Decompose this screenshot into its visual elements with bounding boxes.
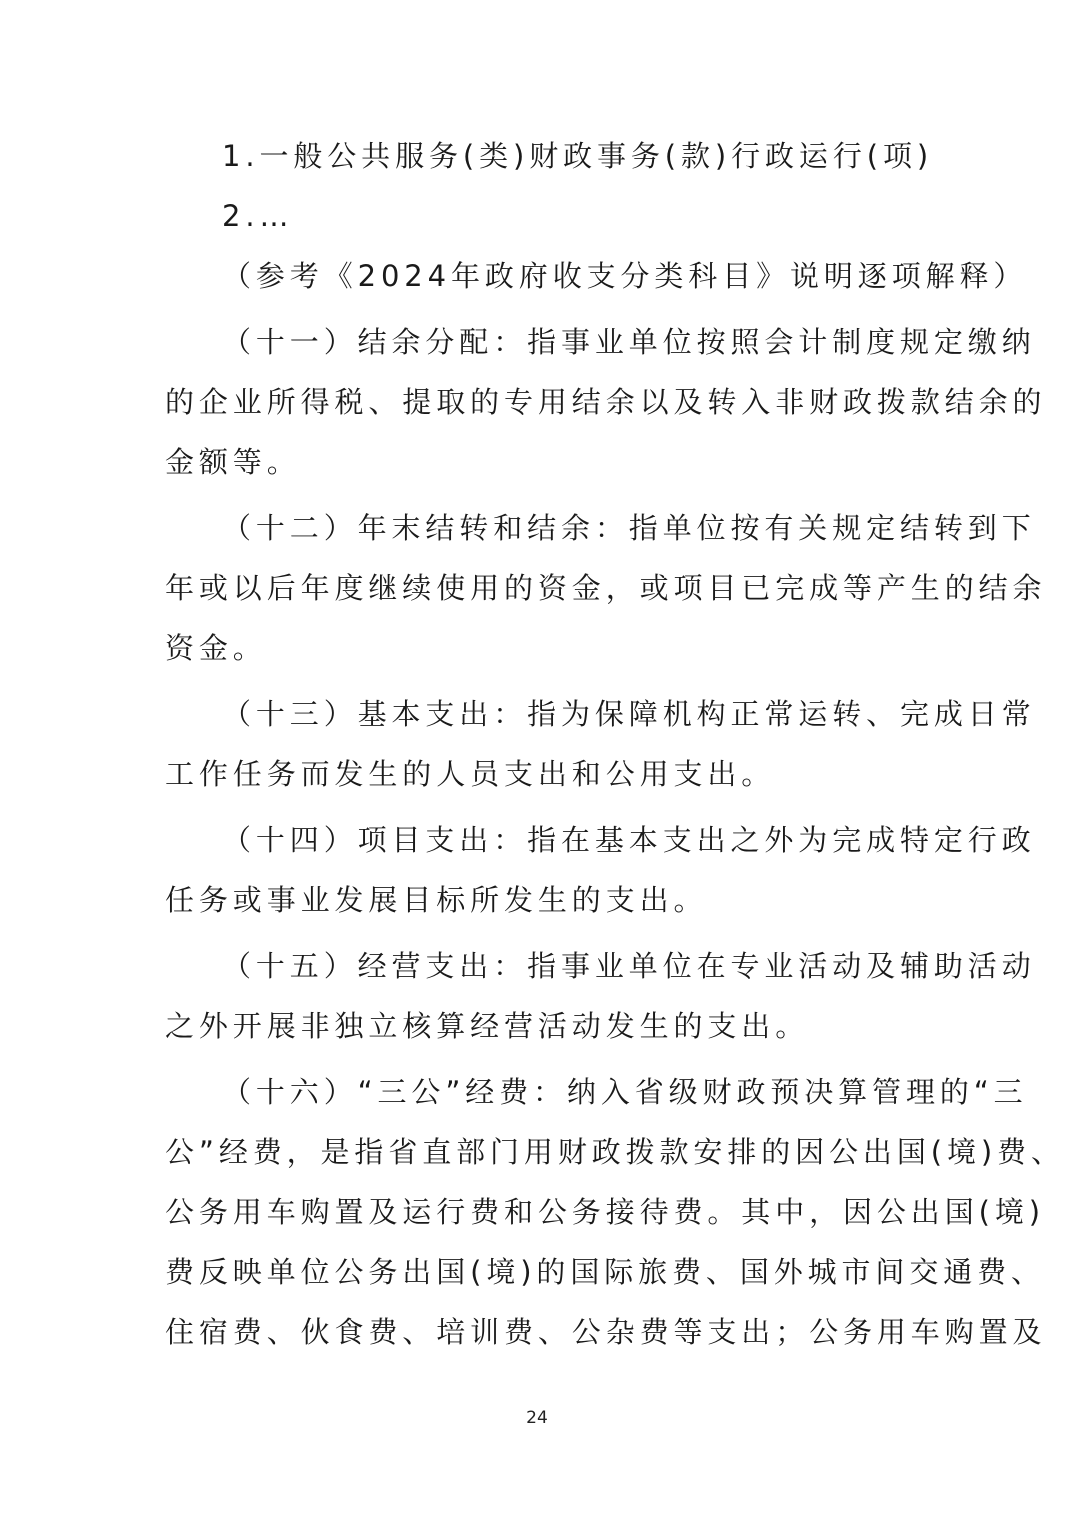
paragraph-line: （十六）“三公”经费：纳入省级财政预决算管理的“三 — [222, 1075, 1028, 1109]
paragraph-13 — [165, 684, 1036, 804]
paragraph-line: 公”经费，是指省直部门用财政拨款安排的因公出国(境)费、 — [165, 1135, 1065, 1169]
paragraph-item-2: 2.… — [222, 199, 294, 233]
paragraph-line: 资金。 — [165, 631, 267, 665]
paragraph-line: 的企业所得税、提取的专用结余以及转入非财政拨款结余的 — [165, 385, 1047, 419]
paragraph-16 — [165, 1062, 1065, 1362]
paragraph-line: 住宿费、伙食费、培训费、公杂费等支出；公务用车购置及 — [165, 1315, 1047, 1349]
paragraph-line: 年或以后年度继续使用的资金，或项目已完成等产生的结余 — [165, 571, 1047, 605]
paragraph-line: （十四）项目支出：指在基本支出之外为完成特定行政 — [222, 823, 1036, 857]
paragraph-15 — [165, 936, 1036, 1056]
paragraph-line: （十二）年末结转和结余：指单位按有关规定结转到下 — [222, 511, 1036, 545]
paragraph-line: 公务用车购置及运行费和公务接待费。其中，因公出国(境) — [165, 1195, 1045, 1229]
document-body — [165, 126, 1065, 1362]
paragraph-12 — [165, 498, 1047, 678]
paragraph-line: 费反映单位公务出国(境)的国际旅费、国外城市间交通费、 — [165, 1255, 1045, 1289]
paragraph-line: （十一）结余分配：指事业单位按照会计制度规定缴纳 — [222, 325, 1036, 359]
paragraph-line: 之外开展非独立核算经营活动发生的支出。 — [165, 1009, 810, 1043]
paragraph-line: （十三）基本支出：指为保障机构正常运转、完成日常 — [222, 697, 1036, 731]
paragraph-line: 工作任务而发生的人员支出和公用支出。 — [165, 757, 776, 791]
page-number: 24 — [526, 1408, 548, 1428]
paragraph-line: 金额等。 — [165, 445, 301, 479]
paragraph-line: （十五）经营支出：指事业单位在专业活动及辅助活动 — [222, 949, 1036, 983]
paragraph-14 — [165, 810, 1036, 930]
paragraph-line: 任务或事业发展目标所发生的支出。 — [165, 883, 708, 917]
paragraph-reference-note: （参考《2024年政府收支分类科目》说明逐项解释） — [222, 259, 1028, 293]
paragraph-11 — [165, 312, 1047, 492]
paragraph-item-1: 1.一般公共服务(类)财政事务(款)行政运行(项) — [222, 139, 934, 173]
